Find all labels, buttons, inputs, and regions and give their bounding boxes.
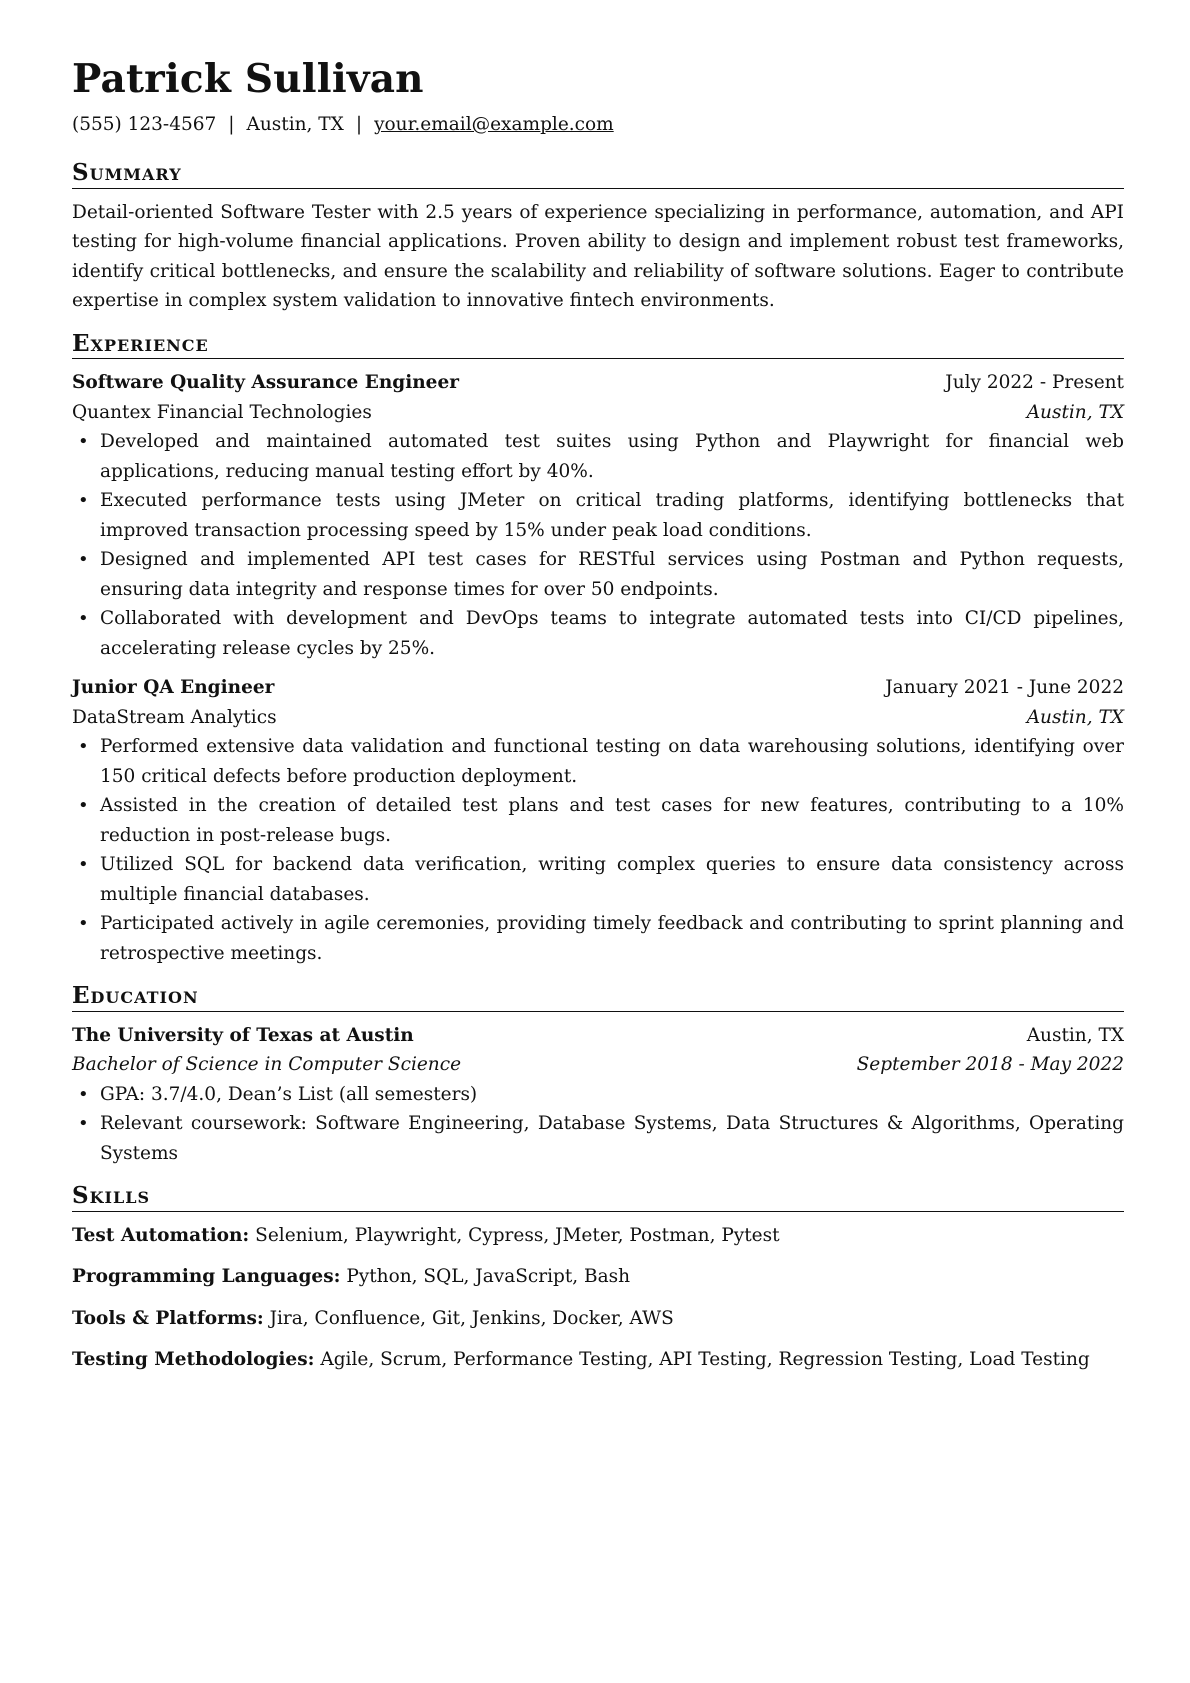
summary-section: [72, 159, 1124, 316]
skill-label: Programming Languages:: [72, 1266, 341, 1288]
bullet-icon: •: [78, 854, 89, 876]
list-item: [72, 545, 1124, 604]
bullet-text: Assisted in the creation of detailed test plans and test cases for new features, contributing to a 10% reduction in post-release bugs.: [100, 795, 1124, 846]
bullet-text: GPA: 3.7/4.0, Dean’s List (all semesters): [100, 1083, 478, 1105]
skill-value: Python, SQL, JavaScript, Bash: [346, 1266, 631, 1288]
skill-line: [72, 1221, 1124, 1251]
section-title-skills: Skills: [72, 1182, 1124, 1212]
section-title-summary: Summary: [72, 159, 1124, 189]
job-role: Software Quality Assurance Engineer: [72, 372, 459, 394]
bullet-text: Executed performance tests using JMeter on critical trading platforms, identifying bottlenecks that improved transaction processing speed by 15% under peak load conditions.: [100, 490, 1124, 541]
skill-value: Agile, Scrum, Performance Testing, API Testing, Regression Testing, Load Testing: [320, 1349, 1090, 1371]
candidate-name: Patrick Sullivan: [72, 56, 424, 102]
school-name: The University of Texas at Austin: [72, 1024, 414, 1046]
job-dates: July 2022 - Present: [945, 372, 1124, 394]
section-title-education: Education: [72, 982, 1124, 1012]
skill-label: Tools & Platforms:: [72, 1307, 264, 1329]
bullet-text: Performed extensive data validation and functional testing on data warehousing solutions, identifying over 150 critical defects before production deployment.: [100, 736, 1124, 787]
job-bullets: [72, 732, 1124, 968]
job-company: Quantex Financial Technologies: [72, 401, 372, 423]
skills-section: [72, 1182, 1124, 1375]
location: Austin, TX: [246, 113, 344, 135]
list-item: [72, 1109, 1124, 1168]
experience-section: [72, 330, 1124, 969]
list-item: [72, 604, 1124, 663]
job-dates: January 2021 - June 2022: [885, 677, 1124, 699]
list-item: [72, 486, 1124, 545]
section-title-experience: Experience: [72, 330, 1124, 360]
job-entry: [72, 368, 1124, 663]
skill-line: [72, 1304, 1124, 1334]
bullet-icon: •: [78, 1113, 89, 1135]
separator: |: [355, 113, 363, 135]
job-location: Austin, TX: [1026, 401, 1124, 423]
bullet-icon: •: [78, 913, 89, 935]
list-item: [72, 909, 1124, 968]
skill-label: Test Automation:: [72, 1224, 250, 1246]
phone: (555) 123-4567: [72, 113, 217, 135]
education-bullets: [72, 1080, 1124, 1169]
job-bullets: [72, 427, 1124, 663]
resume-page: [72, 58, 1124, 1389]
separator: |: [228, 113, 235, 135]
bullet-icon: •: [78, 490, 89, 512]
degree: Bachelor of Science in Computer Science: [72, 1054, 462, 1076]
bullet-icon: •: [78, 431, 89, 453]
education-dates: September 2018 - May 2022: [856, 1054, 1124, 1076]
list-item: [72, 427, 1124, 486]
education-section: [72, 982, 1124, 1168]
bullet-text: Collaborated with development and DevOps teams to integrate automated tests into CI/CD pipelines, accelerating release cycles by 25%.: [100, 608, 1124, 659]
skill-value: Jira, Confluence, Git, Jenkins, Docker, AWS: [269, 1307, 674, 1329]
skill-value: Selenium, Playwright, Cypress, JMeter, Postman, Pytest: [255, 1224, 780, 1246]
bullet-text: Relevant coursework: Software Engineering, Database Systems, Data Structures & Algorithms, Operating Systems: [100, 1113, 1124, 1164]
bullet-icon: •: [78, 736, 89, 758]
skill-line: [72, 1262, 1124, 1292]
school-location: Austin, TX: [1026, 1024, 1124, 1046]
skill-line: [72, 1345, 1124, 1375]
bullet-text: Designed and implemented API test cases for RESTful services using Postman and Python requests, ensuring data integrity and response times for over 50 endpoints.: [100, 549, 1124, 600]
bullet-icon: •: [78, 608, 89, 630]
bullet-icon: •: [78, 1083, 89, 1105]
skill-label: Testing Methodologies:: [72, 1349, 315, 1371]
bullet-icon: •: [78, 549, 89, 571]
list-item: [72, 791, 1124, 850]
email-link[interactable]: your.email@example.com: [374, 113, 614, 135]
bullet-icon: •: [78, 795, 89, 817]
job-company: DataStream Analytics: [72, 706, 277, 728]
bullet-text: Developed and maintained automated test suites using Python and Playwright for financial web applications, reducing manual testing effort by 40%.: [100, 431, 1124, 482]
contact-line: [72, 113, 1124, 137]
job-role: Junior QA Engineer: [72, 677, 275, 699]
list-item: [72, 850, 1124, 909]
bullet-text: Participated actively in agile ceremonies, providing timely feedback and contributing to sprint planning and retrospective meetings.: [100, 913, 1124, 964]
summary-text: Detail-oriented Software Tester with 2.5 years of experience specializing in performance, automation, and API testing for high-volume financial applications. Proven ability to design and implement robust test frameworks, identify critical bottlenecks, and ensure the scalability and reliability of software solutions. Eager to contribute expertise in complex system validation to innovative fintech environments.: [72, 201, 1124, 312]
job-location: Austin, TX: [1026, 706, 1124, 728]
list-item: [72, 1080, 1124, 1110]
list-item: [72, 732, 1124, 791]
bullet-text: Utilized SQL for backend data verification, writing complex queries to ensure data consistency across multiple financial databases.: [100, 854, 1124, 905]
job-entry: [72, 673, 1124, 968]
